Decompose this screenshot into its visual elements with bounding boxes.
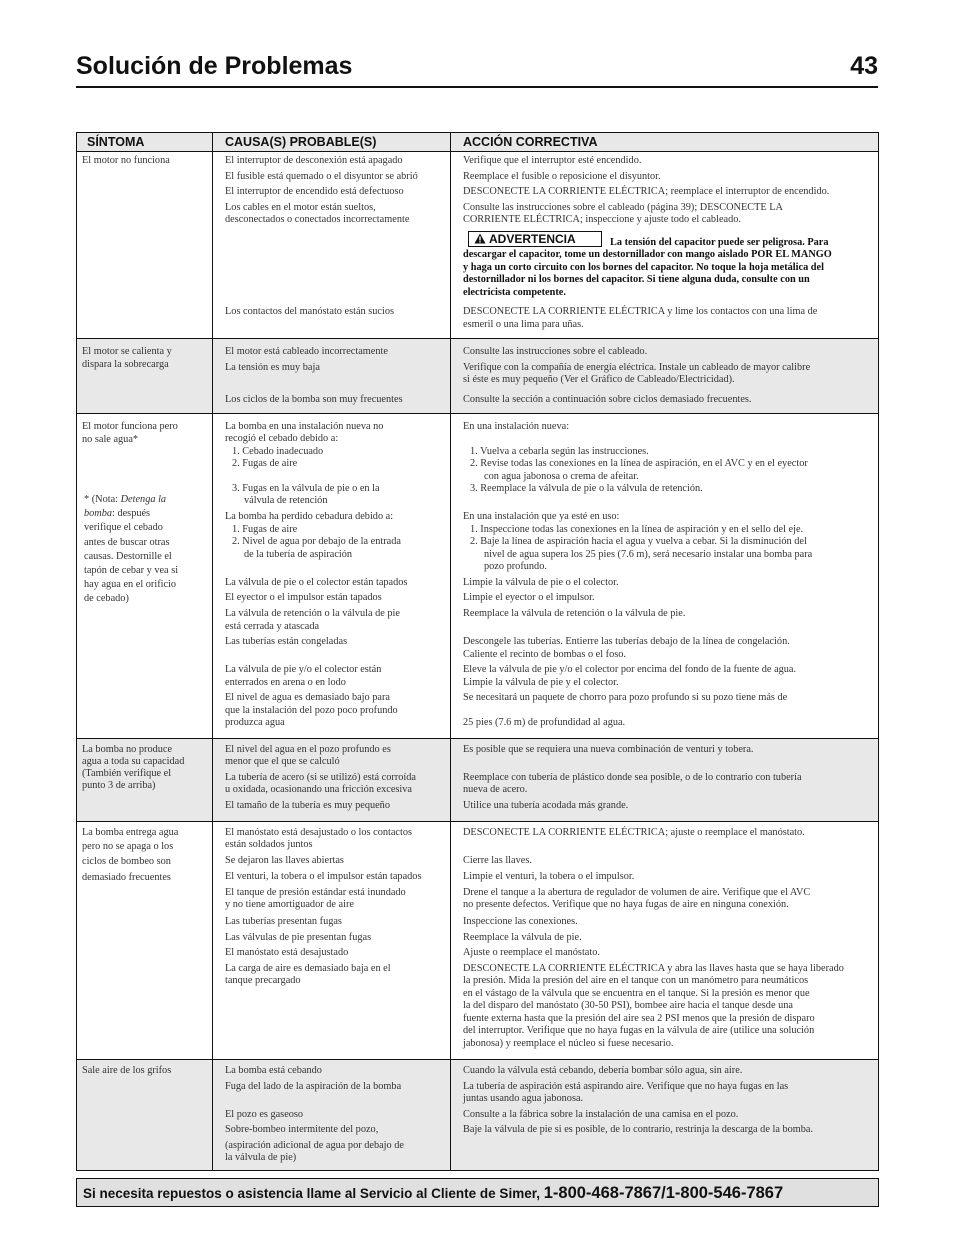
note-text: de cebado) xyxy=(84,593,129,605)
symptom-cell xyxy=(77,339,213,413)
cause-text: Sobre-bombeo intermitente del pozo, xyxy=(225,1124,379,1135)
cause-text: El nivel del agua en el pozo profundo es xyxy=(225,744,391,755)
action-cell xyxy=(451,822,878,1059)
action-text: Limpie el eyector o el impulsor. xyxy=(463,592,595,603)
table-row xyxy=(77,151,878,338)
cause-text: El manóstato está desajustado xyxy=(225,947,349,958)
note-text: Detenga la xyxy=(120,494,167,505)
note-text: verifique el cebado xyxy=(84,522,163,534)
action-cell xyxy=(451,414,878,738)
symptom-text: El motor no funciona xyxy=(82,155,170,166)
action-text: Reemplace con tubería de plástico donde sea posible, o de lo contrario con tubería xyxy=(463,772,802,783)
action-text: Verifique con la compañía de energía eléctrica. Instale un cableado de mayor calibre xyxy=(463,362,811,373)
action-text: Limpie la válvula de pie y el colector. xyxy=(463,677,619,688)
action-text: 1. Vuelva a cebarla según las instrucciones. xyxy=(470,446,649,457)
action-text: Limpie el venturi, la tobera o el impulsor. xyxy=(463,871,635,882)
symptom-cell xyxy=(77,1060,213,1170)
action-text: Consulte las instrucciones sobre el cableado (página 39); DESCONECTE LA xyxy=(463,202,783,213)
cause-text: El tamaño de la tubería es muy pequeño xyxy=(225,800,390,811)
column-header-causes: CAUSA(S) PROBABLE(S) xyxy=(213,133,451,151)
cause-text: 2. Fugas de aire xyxy=(232,458,298,469)
note-text: : después xyxy=(112,508,151,520)
action-text: Inspeccione las conexiones. xyxy=(463,916,578,927)
action-text: Consulte a la fábrica sobre la instalación de una camisa en el pozo. xyxy=(463,1109,739,1120)
cause-text: válvula de retención xyxy=(244,495,328,506)
causes-cell xyxy=(213,152,451,338)
cause-text: La válvula de pie o el colector están tapados xyxy=(225,577,408,588)
cause-text: Los cables en el motor están sueltos, xyxy=(225,202,376,213)
warning-text: destornillador ni los bornes del capacitor. Si tiene alguna duda, consulte con un xyxy=(463,274,810,285)
cause-text: que la instalación del pozo poco profundo xyxy=(225,705,398,716)
cause-text: La válvula de retención o la válvula de pie xyxy=(225,608,400,619)
action-text: la del disparo del manóstato (30-50 PSI), bombee aire hacia el tanque desde una xyxy=(463,1000,793,1011)
symptom-text: ciclos de bombeo son xyxy=(82,856,171,867)
note-text: antes de buscar otras xyxy=(84,536,170,548)
action-text: 2. Revise todas las conexiones en la línea de aspiración, en el AVC y en el eyector xyxy=(470,458,808,469)
cause-text: tanque precargado xyxy=(225,975,301,986)
action-text: pozo profundo. xyxy=(484,561,547,572)
action-text: Ajuste o reemplace el manóstato. xyxy=(463,947,600,958)
warning-text: electricista competente. xyxy=(463,287,566,298)
warning-text: La tensión del capacitor puede ser peligrosa. Para xyxy=(610,237,829,248)
table-row xyxy=(77,338,878,413)
symptom-text: Sale aire de los grifos xyxy=(82,1065,172,1076)
cause-text: El interruptor de desconexión está apagado xyxy=(225,155,403,166)
table-row xyxy=(77,738,878,821)
page-header xyxy=(76,50,878,88)
symptom-text: pero no se apaga o los xyxy=(82,841,174,852)
cause-text: (aspiración adicional de agua por debajo de xyxy=(225,1140,404,1151)
action-text: Utilice una tubería acodada más grande. xyxy=(463,800,629,811)
cause-text: El venturi, la tobera o el impulsor están tapados xyxy=(225,871,422,882)
symptom-cell xyxy=(77,414,213,738)
action-cell xyxy=(451,339,878,413)
symptom-text: agua a toda su capacidad xyxy=(82,756,185,767)
action-text: Drene el tanque a la abertura de regulador de volumen de aire. Verifique que el AVC xyxy=(463,887,811,898)
action-text: Limpie la válvula de pie o el colector. xyxy=(463,577,619,588)
cause-text: La válvula de pie y/o el colector están xyxy=(225,664,382,675)
cause-text: de la tubería de aspiración xyxy=(244,549,353,560)
cause-text: Fuga del lado de la aspiración de la bomba xyxy=(225,1081,402,1092)
symptom-cell xyxy=(77,822,213,1059)
cause-text: desconectados o conectados incorrectamente xyxy=(225,214,410,225)
cause-text: Los ciclos de la bomba son muy frecuentes xyxy=(225,394,403,405)
cause-text: La tensión es muy baja xyxy=(225,362,320,373)
table-row xyxy=(77,413,878,738)
cause-text: La bomba en una instalación nueva no xyxy=(225,421,384,432)
action-text: Verifique que el interruptor esté encendido. xyxy=(463,155,642,166)
action-text: nueva de acero. xyxy=(463,784,528,795)
cause-text: El fusible está quemado o el disyuntor se abrió xyxy=(225,171,418,182)
action-text: jabonosa) y reemplace el núcleo si fuese necesario. xyxy=(463,1038,674,1049)
warning-block xyxy=(453,231,873,301)
action-text: Reemplace la válvula de pie. xyxy=(463,932,582,943)
symptom-text: demasiado frecuentes xyxy=(82,872,171,883)
causes-cell xyxy=(213,414,451,738)
warning-label: ADVERTENCIA xyxy=(489,232,576,246)
symptom-text: no sale agua* xyxy=(82,434,139,445)
warning-text: y haga un corto circuito con los bornes del capacitor. No toque la hoja metálica del xyxy=(463,262,824,273)
cause-text: están soldados juntos xyxy=(225,839,313,850)
action-text: 1. Inspeccione todas las conexiones en la línea de aspiración y en el sello del eje. xyxy=(470,524,804,535)
action-text: del interruptor. Verifique que no haya fugas en la válvula de aire (utilice una solución xyxy=(463,1025,815,1036)
cause-text: enterrados en arena o en lodo xyxy=(225,677,346,688)
cause-text: la válvula de pie) xyxy=(225,1152,297,1163)
action-text: En una instalación que ya esté en uso: xyxy=(463,511,620,522)
action-text: nivel de agua supera los 25 pies (7.6 m), será necesario instalar una bomba para xyxy=(484,549,813,560)
action-cell xyxy=(451,739,878,821)
column-header-symptom: SÍNTOMA xyxy=(77,133,213,151)
cause-text: La tubería de acero (si se utilizó) está corroída xyxy=(225,772,416,783)
action-text: si éste es muy pequeño (Ver el Gráfico de Cableado/Electricidad). xyxy=(463,374,735,385)
warning-triangle-icon xyxy=(474,233,486,244)
symptom-text: dispara la sobrecarga xyxy=(82,359,169,370)
support-footer xyxy=(76,1178,879,1207)
cause-text: Las tuberías están congeladas xyxy=(225,636,348,647)
cause-text: El nivel de agua es demasiado bajo para xyxy=(225,692,390,703)
table-row xyxy=(77,821,878,1059)
symptom-text: La bomba entrega agua xyxy=(82,827,179,838)
action-cell xyxy=(451,1060,878,1170)
causes-cell xyxy=(213,822,451,1059)
cause-text: El pozo es gaseoso xyxy=(225,1109,304,1120)
page-title: Solución de Problemas xyxy=(76,52,353,80)
action-text: DESCONECTE LA CORRIENTE ELÉCTRICA; reemplace el interruptor de encendido. xyxy=(463,186,830,197)
note-text: bomba xyxy=(84,508,113,520)
symptom-text: El motor funciona pero xyxy=(82,421,178,432)
causes-cell xyxy=(213,339,451,413)
cause-text: El motor está cableado incorrectamente xyxy=(225,346,388,357)
cause-text: Los contactos del manóstato están sucios xyxy=(225,306,395,317)
cause-text: 2. Nivel de agua por debajo de la entrada xyxy=(232,536,401,547)
cause-text: está cerrada y atascada xyxy=(225,621,320,632)
action-text: 3. Reemplace la válvula de pie o la válvula de retención. xyxy=(470,483,703,494)
action-text: DESCONECTE LA CORRIENTE ELÉCTRICA y abra las llaves hasta que se haya liberado xyxy=(463,963,844,974)
cause-text: La bomba está cebando xyxy=(225,1065,322,1076)
action-text: Reemplace el fusible o reposicione el disyuntor. xyxy=(463,171,661,182)
cause-text: El interruptor de encendido está defectuoso xyxy=(225,186,404,197)
cause-text: La carga de aire es demasiado baja en el xyxy=(225,963,391,974)
cause-text: El manóstato está desajustado o los contactos xyxy=(225,827,413,838)
note-text: * (Nota: xyxy=(84,494,121,505)
action-text: En una instalación nueva: xyxy=(463,421,570,432)
cause-text: 1. Fugas de aire xyxy=(232,524,298,535)
action-text: Eleve la válvula de pie y/o el colector por encima del fondo de la fuente de agua. xyxy=(463,664,797,675)
symptom-text: punto 3 de arriba) xyxy=(82,780,156,791)
action-text: con agua jabonosa o crema de afeitar. xyxy=(484,471,639,482)
action-cell xyxy=(451,152,878,338)
warning-badge xyxy=(468,231,602,247)
symptom-text: (También verifique el xyxy=(82,768,172,779)
cause-text: Se dejaron las llaves abiertas xyxy=(225,855,344,866)
cause-text: Las válvulas de pie presentan fugas xyxy=(225,932,372,943)
action-text: no presente defectos. Verifique que no haya fugas de aire en ninguna conexión. xyxy=(463,899,789,910)
action-text: la presión. Mida la presión del aire en el tanque con un manómetro para neumáticos xyxy=(463,975,809,986)
footer-message: Si necesita repuestos o asistencia llame al Servicio al Cliente de Simer, xyxy=(83,1186,544,1201)
note-text: causas. Destornille el xyxy=(84,550,172,562)
cause-text: menor que el que se calculó xyxy=(225,756,340,767)
action-text: Se necesitará un paquete de chorro para pozo profundo si su pozo tiene más de xyxy=(463,692,788,703)
action-text: Baje la válvula de pie si es posible, de lo contrario, restrinja la descarga de la bomba. xyxy=(463,1124,814,1135)
cause-text: La bomba ha perdido cebadura debido a: xyxy=(225,511,394,522)
cause-text: El tanque de presión estándar está inundado xyxy=(225,887,406,898)
symptom-cell xyxy=(77,739,213,821)
action-text: fuente externa hasta que la presión del aire sea 2 PSI menos que la presión de disparo xyxy=(463,1013,815,1024)
troubleshooting-table xyxy=(76,132,879,1171)
note-text: tapón de cebar y vea si xyxy=(84,565,179,577)
action-text: Cuando la válvula está cebando, debería bombar sólo agua, sin aire. xyxy=(463,1065,743,1076)
cause-text: 3. Fugas en la válvula de pie o en la xyxy=(232,483,380,494)
action-text: Cierre las llaves. xyxy=(463,855,532,866)
action-text: juntas usando agua jabonosa. xyxy=(463,1093,584,1104)
action-text: Reemplace la válvula de retención o la válvula de pie. xyxy=(463,608,686,619)
symptom-cell xyxy=(77,152,213,338)
cause-text: produzca agua xyxy=(225,717,285,728)
cause-text: 1. Cebado inadecuado xyxy=(232,446,324,457)
action-text: 25 pies (7.6 m) de profundidad al agua. xyxy=(463,717,626,728)
action-text: Caliente el recinto de bombas o el foso. xyxy=(463,649,626,660)
footer-text xyxy=(83,1184,783,1203)
action-text: DESCONECTE LA CORRIENTE ELÉCTRICA y lime los contactos con una lima de xyxy=(463,306,818,317)
cause-text: y no tiene amortiguador de aire xyxy=(225,899,354,910)
action-text: en el vástago de la válvula que se encuentra en el tanque. Si la presión es menor que xyxy=(463,988,810,999)
page-number: 43 xyxy=(850,52,878,80)
action-text: Consulte las instrucciones sobre el cableado. xyxy=(463,346,648,357)
cause-text: Las tuberías presentan fugas xyxy=(225,916,342,927)
action-text: Consulte la sección a continuación sobre ciclos demasiado frecuentes. xyxy=(463,394,752,405)
causes-cell xyxy=(213,1060,451,1170)
table-header-row xyxy=(77,133,878,151)
action-text: Es posible que se requiera una nueva combinación de venturi y tobera. xyxy=(463,744,754,755)
priming-note xyxy=(84,493,208,607)
cause-text: El eyector o el impulsor están tapados xyxy=(225,592,382,603)
cause-text: u oxidada, ocasionando una fricción excesiva xyxy=(225,784,412,795)
column-header-action: ACCIÓN CORRECTIVA xyxy=(463,135,598,149)
cause-text: recogió el cebado debido a: xyxy=(225,433,339,444)
symptom-text: La bomba no produce xyxy=(82,744,173,755)
warning-text: descargar el capacitor, tome un destornillador con mango aislado POR EL MANGO xyxy=(463,249,832,260)
footer-phone: 1-800-468-7867/1-800-546-7867 xyxy=(543,1184,784,1202)
symptom-text: El motor se calienta y xyxy=(82,346,172,357)
table-row xyxy=(77,1059,878,1170)
action-text: Descongele las tuberías. Entierre las tuberías debajo de la línea de congelación. xyxy=(463,636,790,647)
action-text: DESCONECTE LA CORRIENTE ELÉCTRICA; ajuste o reemplace el manóstato. xyxy=(463,827,805,838)
note-text: hay agua en el orificio xyxy=(84,579,177,591)
action-text: 2. Baje la línea de aspiración hacia el agua y vuelva a cebar. Si la disminución del xyxy=(470,536,807,547)
action-text: CORRIENTE ELÉCTRICA; inspeccione y ajuste todo el cableado. xyxy=(463,214,741,225)
action-text: esmeril o una lima para uñas. xyxy=(463,319,584,330)
causes-cell xyxy=(213,739,451,821)
action-text: La tubería de aspiración está aspirando aire. Verifique que no haya fugas en las xyxy=(463,1081,789,1092)
